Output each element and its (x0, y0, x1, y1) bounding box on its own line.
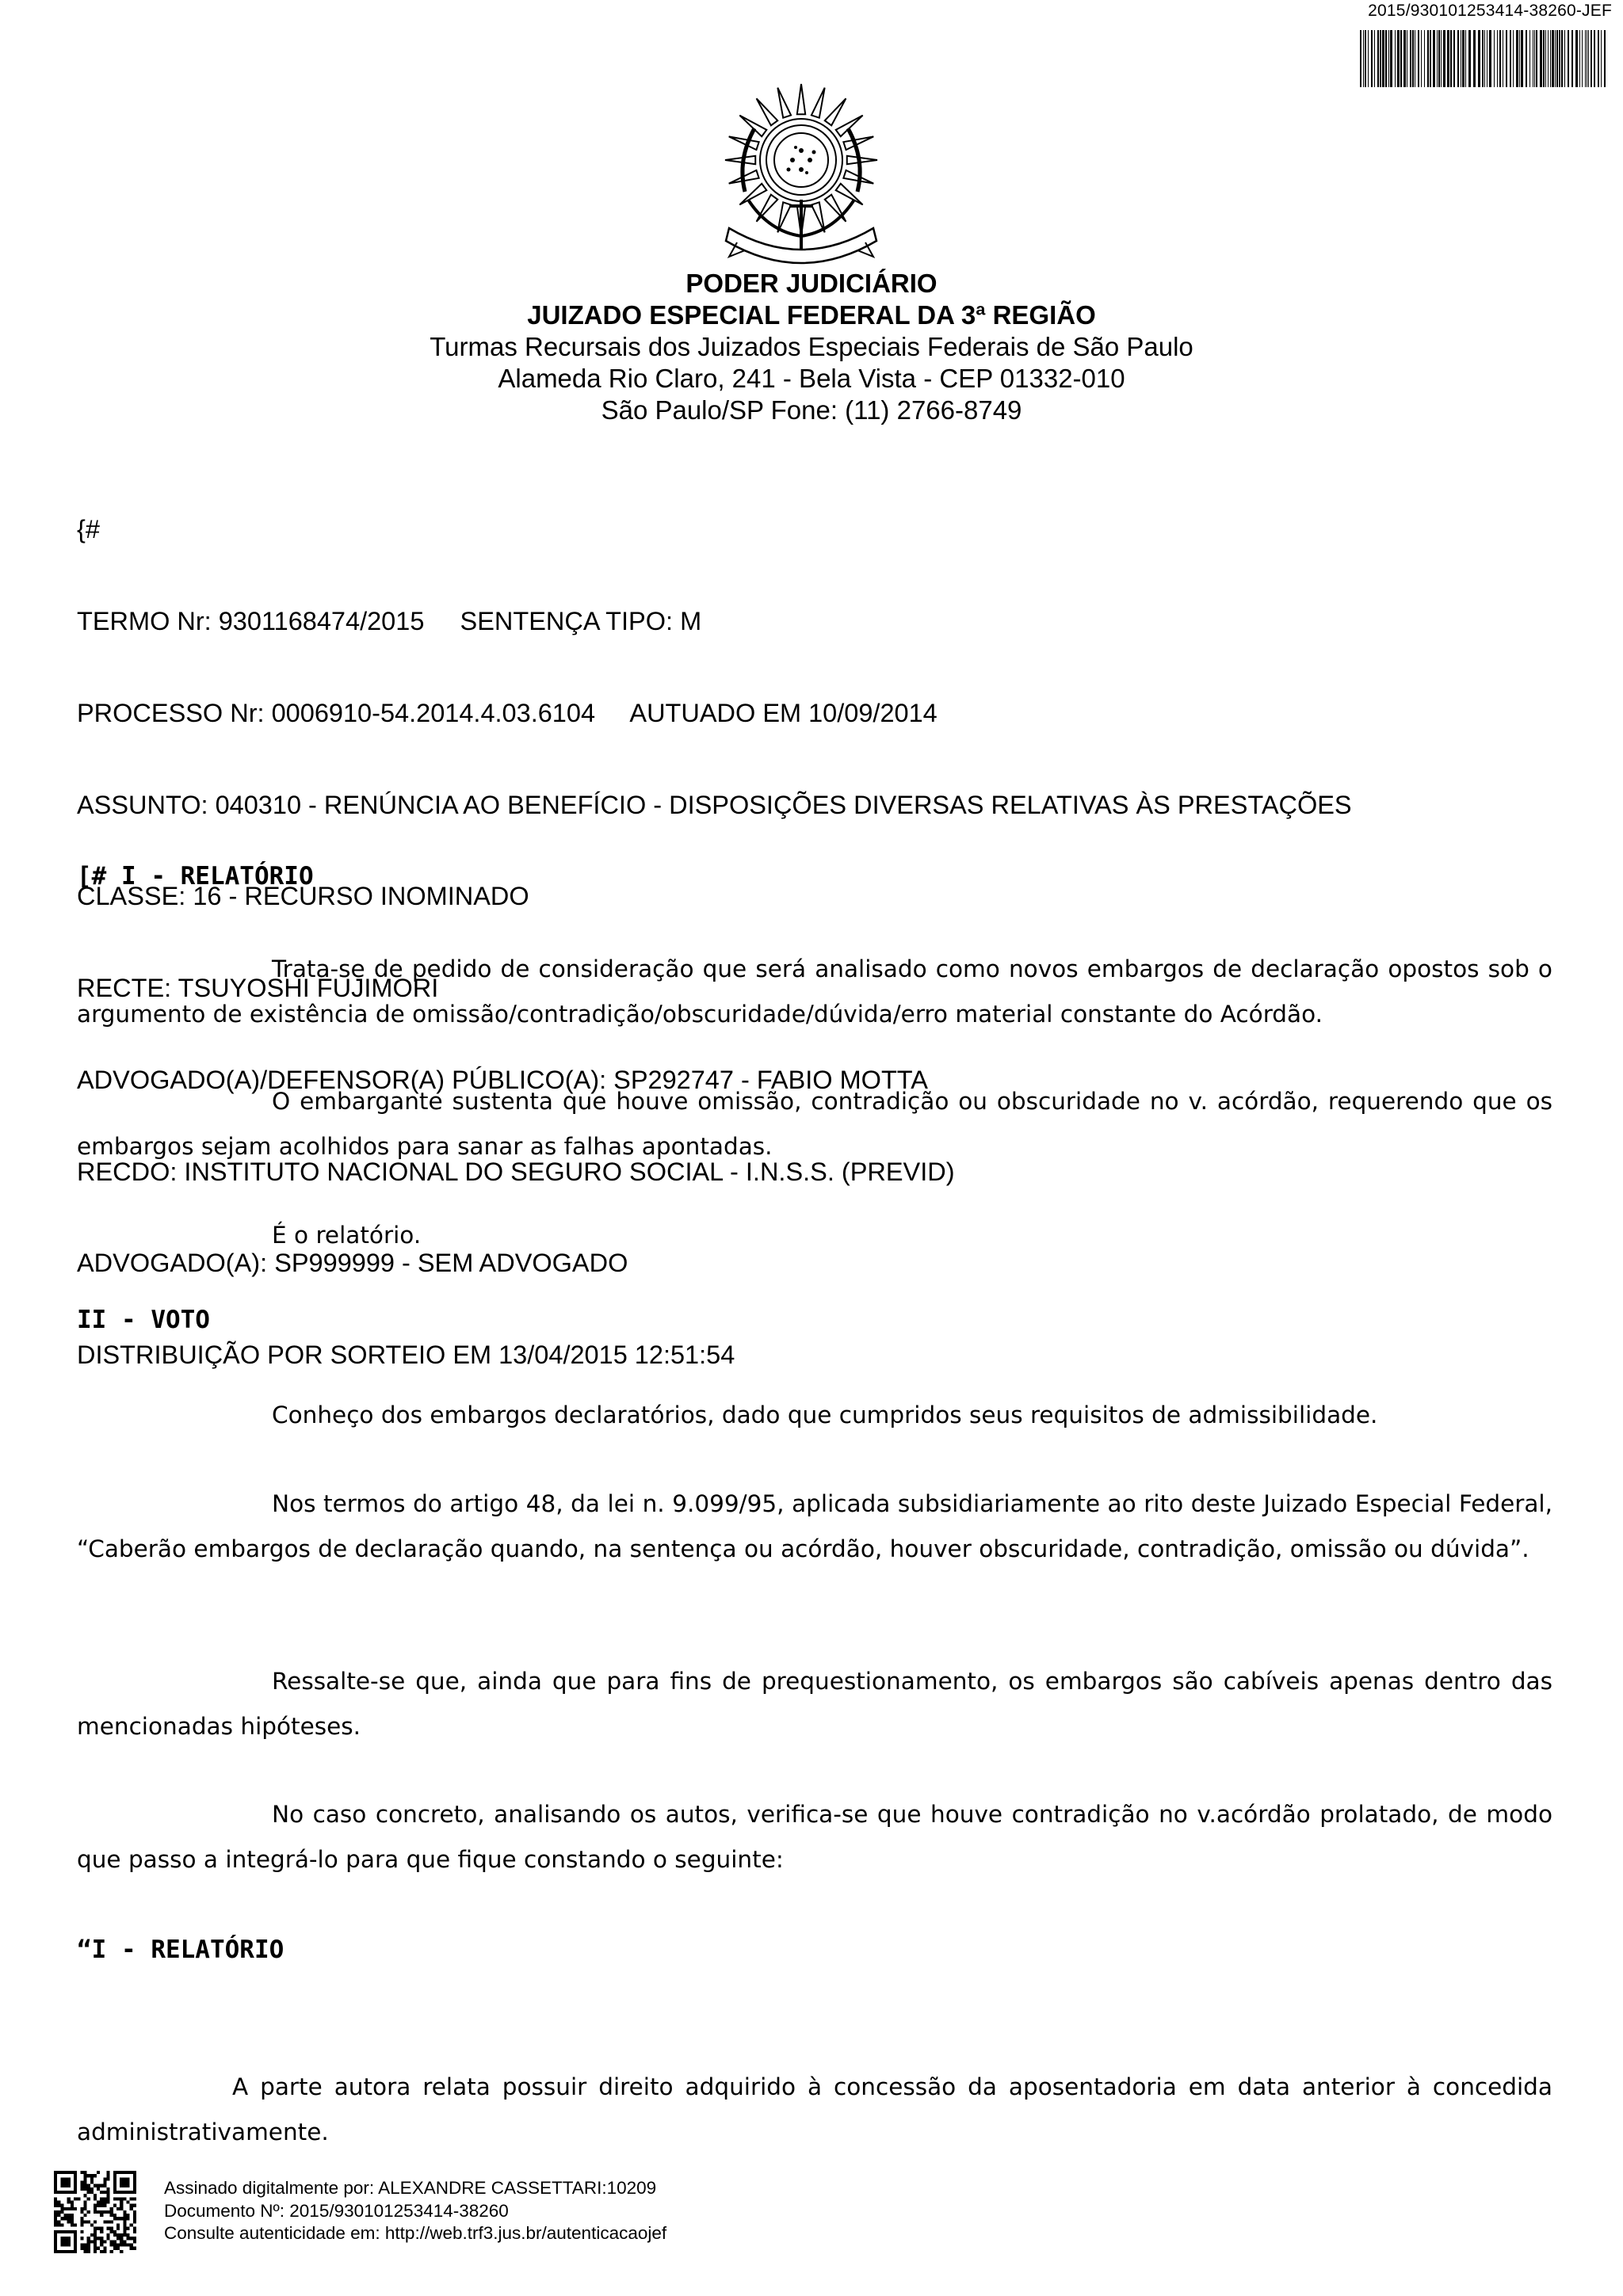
voto-paragraph-4: No caso concreto, analisando os autos, verifica-se que houve contradição no v.acórdão prolatado, de modo que passo a integrá-lo para que fique constando o seguinte: (77, 1801, 1552, 1873)
section-title-relatorio: [# I - RELATÓRIO (77, 862, 314, 891)
relatorio-paragraph-3: É o relatório. (272, 1222, 422, 1249)
relatorio-paragraph-1: Trata-se de pedido de consideração que será analisado como novos embargos de declaração opostos sob o argumento de existência de omissão/contradição/obscuridade/dúvida/erro material constante do Acórdão. (77, 955, 1552, 1028)
meta-classe: CLASSE: 16 - RECURSO INOMINADO (77, 882, 529, 911)
meta-advogado-recdo: ADVOGADO(A): SP999999 - SEM ADVOGADO (77, 1249, 628, 1278)
voto-paragraph-1: Conheço dos embargos declaratórios, dado que cumpridos seus requisitos de admissibilidade. (272, 1402, 1378, 1428)
footer-consult: Consulte autenticidade em: http://web.trf3.jus.br/autenticacaojef (164, 2223, 667, 2243)
meta-distribuicao: DISTRIBUIÇÃO POR SORTEIO EM 13/04/2015 12:51:54 (77, 1341, 735, 1370)
meta-recdo: RECDO: INSTITUTO NACIONAL DO SEGURO SOCIAL - I.N.S.S. (PREVID) (77, 1157, 955, 1186)
header-line-4: Alameda Rio Claro, 241 - Bela Vista - CEP 01332-010 (498, 364, 1125, 393)
meta-advogado-recte: ADVOGADO(A)/DEFENSOR(A) PÚBLICO(A): SP292747 - FABIO MOTTA (77, 1065, 928, 1094)
qr-code-image (54, 2171, 136, 2253)
document-id: 2015/930101253414-38260-JEF (1368, 2, 1612, 20)
header-line-3: Turmas Recursais dos Juizados Especiais Federais de São Paulo (430, 332, 1193, 361)
header-line-1: PODER JUDICIÁRIO (685, 269, 938, 298)
court-header (0, 268, 1623, 426)
signature-footer (164, 2177, 666, 2245)
section-title-voto: II - VOTO (77, 1306, 210, 1334)
meta-termo: TERMO Nr: 9301168474/2015 SENTENÇA TIPO: M (77, 606, 702, 635)
meta-processo: PROCESSO Nr: 0006910-54.2014.4.03.6104 AUTUADO EM 10/09/2014 (77, 698, 938, 727)
coat-of-arms-emblem (713, 73, 889, 271)
header-line-2: JUIZADO ESPECIAL FEDERAL DA 3ª REGIÃO (527, 300, 1096, 330)
case-metadata (77, 453, 1352, 1432)
relatorio-paragraph-2: O embargante sustenta que houve omissão, contradição ou obscuridade no v. acórdão, requerendo que os embargos sejam acolhidos para sanar as falhas apontadas. (77, 1088, 1552, 1160)
meta-marker: {# (77, 515, 100, 544)
footer-document: Documento Nº: 2015/930101253414-38260 (164, 2200, 509, 2221)
voto-paragraph-3: Ressalte-se que, ainda que para fins de prequestionamento, os embargos são cabíveis apenas dentro das mencionadas hipóteses. (77, 1668, 1552, 1740)
header-line-5: São Paulo/SP Fone: (11) 2766-8749 (601, 395, 1022, 425)
barcode-image (1358, 30, 1609, 87)
quoted-paragraph-1: A parte autora relata possuir direito adquirido à concessão da aposentadoria em data anterior à concedida administrativamente. (77, 2073, 1552, 2145)
meta-recte: RECTE: TSUYOSHI FUJIMORI (77, 974, 439, 1003)
voto-paragraph-2: Nos termos do artigo 48, da lei n. 9.099/95, aplicada subsidiariamente ao rito deste Juizado Especial Federal, “Caberão embargos de declaração quando, na sentença ou acórdão, houver obscuridade, contradição, omissão ou dúvida”. (77, 1490, 1552, 1562)
section-title-quoted-relatorio: “I - RELATÓRIO (77, 1936, 285, 1964)
footer-signed: Assinado digitalmente por: ALEXANDRE CASSETTARI:10209 (164, 2178, 657, 2198)
meta-assunto: ASSUNTO: 040310 - RENÚNCIA AO BENEFÍCIO - DISPOSIÇÕES DIVERSAS RELATIVAS ÀS PRESTAÇÕES (77, 790, 1352, 819)
